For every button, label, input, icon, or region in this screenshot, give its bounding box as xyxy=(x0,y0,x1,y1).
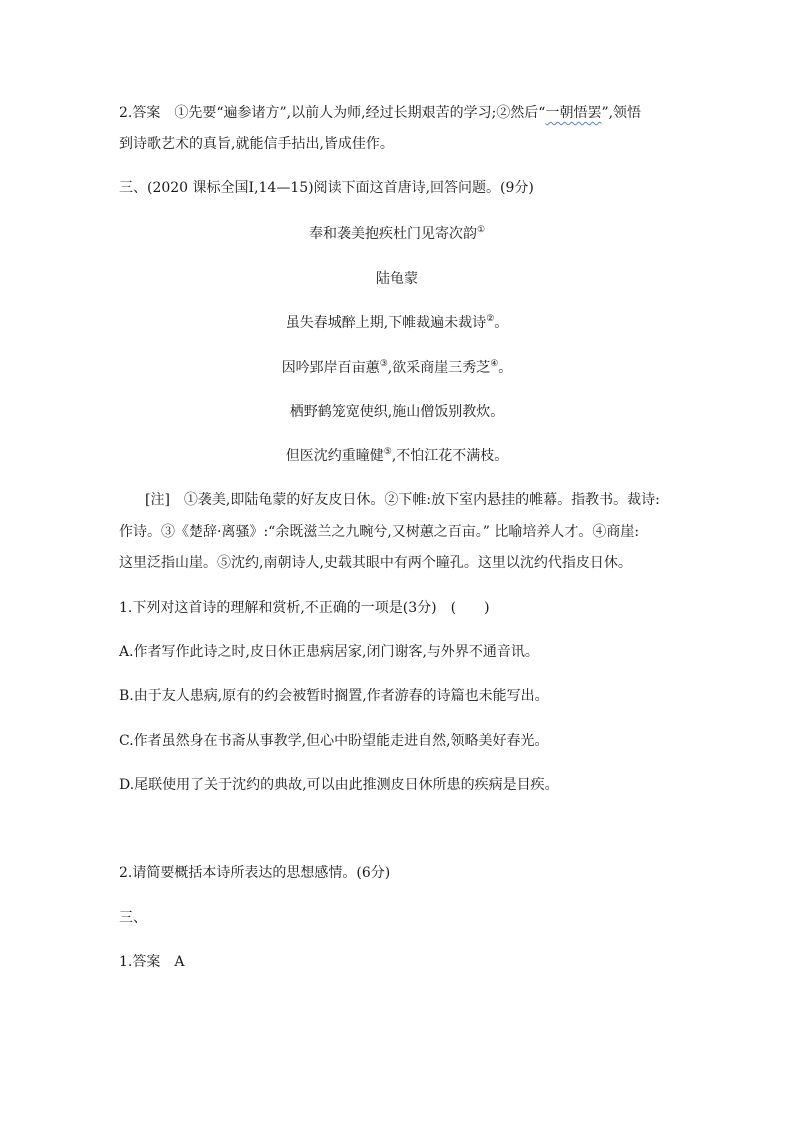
footnote-marker: ⑤ xyxy=(383,447,392,457)
footnote-marker: ② xyxy=(486,314,495,324)
question-2-stem: 2.请简要概括本诗所表达的思想感情。(6分) xyxy=(119,865,391,881)
option-d: D.尾联使用了关于沈约的典故,可以由此推测皮日休所患的疾病是目疾。 xyxy=(119,777,559,793)
answer-2-text-end: ”,领悟 xyxy=(601,105,642,121)
answer-2-line-2: 到诗歌艺术的真旨,就能信手拈出,皆成佳作。 xyxy=(119,136,394,152)
option-a: A.作者写作此诗之时,皮日休正患病居家,闭门谢客,与外界不通音讯。 xyxy=(119,644,539,660)
poem-line-3: 栖野鹤笼宽使织,施山僧饭别教炊。 xyxy=(289,404,505,420)
wavy-underlined-text: 一朝悟罢 xyxy=(545,105,602,121)
poem-line-4: 但医沈约重瞳健⑤,不怕江花不满枝。 xyxy=(285,447,509,464)
poem-line-2: 因吟郢岸百亩蕙③,欲采商崖三秀芝④。 xyxy=(281,359,513,376)
section-3-heading: 三、(2020 课标全国Ⅰ,14—15)阅读下面这首唐诗,回答问题。(9分) xyxy=(119,180,534,196)
answers-section-heading: 三、 xyxy=(119,910,147,926)
footnote-marker: ③ xyxy=(379,359,388,369)
poem-author: 陆龟蒙 xyxy=(376,271,418,287)
poem-line-1: 虽失春城醉上期,下帷裁遍未裁诗②。 xyxy=(285,314,509,331)
option-c: C.作者虽然身在书斋从事教学,但心中盼望能走进自然,领略美好春光。 xyxy=(119,733,549,749)
answer-1: 1.答案 A xyxy=(119,954,185,970)
poem-title: 奉和袭美抱疾杜门见寄次韵① xyxy=(308,225,486,242)
answer-2-text: 2.答案 ①先要“遍参诸方”,以前人为师,经过长期艰苦的学习;②然后“ xyxy=(119,105,546,121)
option-b: B.由于友人患病,原有的约会被暂时搁置,作者游春的诗篇也未能写出。 xyxy=(119,688,549,704)
answer-2-line-1 xyxy=(119,103,641,123)
footnote-marker: ④ xyxy=(490,359,499,369)
notes-line-2: 作诗。③《楚辞·离骚》:“余既滋兰之九畹兮,又树蕙之百亩。” 比喻培养人才。④商崖: xyxy=(119,524,640,540)
footnote-marker: ① xyxy=(476,225,486,235)
question-1-stem: 1.下列对这首诗的理解和赏析,不正确的一项是(3分) ( ) xyxy=(119,600,490,616)
notes-line-3: 这里泛指山崖。⑤沈约,南朝诗人,史载其眼中有两个瞳孔。这里以沈约代指皮日休。 xyxy=(119,555,632,571)
notes-line-1: [注] ①袭美,即陆龟蒙的好友皮日休。②下帷:放下室内悬挂的帷幕。指教书。裁诗: xyxy=(145,492,660,508)
